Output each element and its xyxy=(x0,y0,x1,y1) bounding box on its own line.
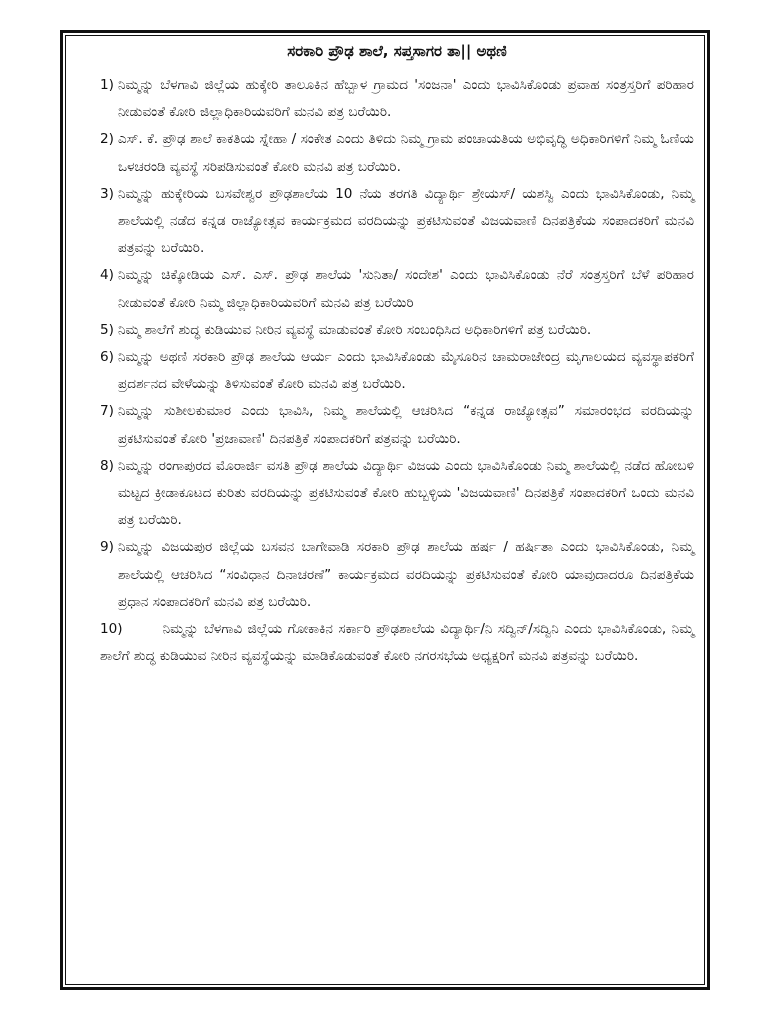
question-item-4 xyxy=(100,262,694,316)
question-number: 8) xyxy=(100,457,114,474)
question-item-6 xyxy=(100,344,694,398)
question-item-3 xyxy=(100,181,694,263)
question-number: 9) xyxy=(100,539,114,556)
question-number: 6) xyxy=(100,349,114,366)
question-number: 10) xyxy=(100,621,123,638)
question-text: ನಿಮ್ಮ ಶಾಲೆಗೆ ಶುದ್ಧ ಕುಡಿಯುವ ನೀರಿನ ವ್ಯವಸ್ಥೆ ಮಾಡುವಂತೆ ಕೋರಿ ಸಂಬಂಧಿಸಿದ ಅಧಿಕಾರಿಗಳಿಗೆ ಪತ್ರ ಬರೆಯಿರಿ. xyxy=(118,321,592,338)
question-number: 7) xyxy=(100,403,114,420)
question-text: ಎಸ್. ಕೆ. ಪ್ರೌಢ ಶಾಲೆ ಕಾಕತಿಯ ಸ್ನೇಹಾ / ಸಂಕೇತ ಎಂದು ತಿಳಿದು ನಿಮ್ಮ ಗ್ರಾಮ ಪಂಚಾಯತಿಯ ಅಭಿವೃದ್ಧಿ ಅಧಿಕಾರಿಗಳಿಗೆ ನಿಮ್ಮ ಓಣಿಯ ಒಳಚರಂಡಿ ವ್ಯವಸ್ಥೆ ಸರಿಪಡಿಸುವಂತೆ ಕೋರಿ ಮನವಿ ಪತ್ರ ಬರೆಯಿರಿ. xyxy=(118,131,694,175)
question-text: ನಿಮ್ಮನ್ನು ಬೆಳಗಾವಿ ಜಿಲ್ಲೆಯ ಹುಕ್ಕೇರಿ ತಾಲೂಕಿನ ಹೆಬ್ಬಾಳ ಗ್ರಾಮದ 'ಸಂಜನಾ' ಎಂದು ಭಾವಿಸಿಕೊಂಡು ಪ್ರವಾಹ ಸಂತ್ರಸ್ತರಿಗೆ ಪರಿಹಾರ ನೀಡುವಂತೆ ಕೋರಿ ಜಿಲ್ಲಾಧಿಕಾರಿಯವರಿಗೆ ಮನವಿ ಪತ್ರ ಬರೆಯಿರಿ. xyxy=(118,77,694,121)
question-item-1 xyxy=(100,72,694,126)
question-text: ನಿಮ್ಮನ್ನು ಬೆಳಗಾವಿ ಜಿಲ್ಲೆಯ ಗೋಕಾಕಿನ ಸರ್ಕಾರಿ ಪ್ರೌಢಶಾಲೆಯ ವಿದ್ಯಾರ್ಥಿ/ನಿ ಸದ್ವಿನ್/ಸದ್ವಿನಿ ಎಂದು ಭಾವಿಸಿಕೊಂಡು, ನಿಮ್ಮ ಶಾಲೆಗೆ ಶುದ್ಧ ಕುಡಿಯುವ ನೀರಿನ ವ್ಯವಸ್ಥೆಯನ್ನು ಮಾಡಿಕೊಡುವಂತೆ ಕೋರಿ ನಗರಸಭೆಯ ಅಧ್ಯಕ್ಷರಿಗೆ ಮನವಿ ಪತ್ರವನ್ನು ಬರೆಯಿರಿ. xyxy=(100,621,694,665)
question-list xyxy=(100,72,694,670)
question-item-10 xyxy=(100,616,694,670)
question-number: 5) xyxy=(100,321,114,338)
question-text: ನಿಮ್ಮನ್ನು ಸುಶೀಲಕುಮಾರ ಎಂದು ಭಾವಿಸಿ, ನಿಮ್ಮ ಶಾಲೆಯಲ್ಲಿ ಆಚರಿಸಿದ “ಕನ್ನಡ ರಾಜ್ಯೋತ್ಸವ” ಸಮಾರಂಭದ ವರದಿಯನ್ನು ಪ್ರಕಟಿಸುವಂತೆ ಕೋರಿ 'ಪ್ರಜಾವಾಣಿ' ದಿನಪತ್ರಿಕೆ ಸಂಪಾದಕರಿಗೆ ಪತ್ರವನ್ನು ಬರೆಯಿರಿ. xyxy=(118,403,694,447)
question-number: 1) xyxy=(100,77,114,93)
question-text: ನಿಮ್ಮನ್ನು ವಿಜಯಪುರ ಜಿಲ್ಲೆಯ ಬಸವನ ಬಾಗೇವಾಡಿ ಸರಕಾರಿ ಪ್ರೌಢ ಶಾಲೆಯ ಹರ್ಷ / ಹರ್ಷಿತಾ ಎಂದು ಭಾವಿಸಿಕೊಂಡು, ನಿಮ್ಮ ಶಾಲೆಯಲ್ಲಿ ಆಚರಿಸಿದ “ಸಂವಿಧಾನ ದಿನಾಚರಣೆ” ಕಾರ್ಯಕ್ರಮದ ವರದಿಯನ್ನು ಪ್ರಕಟಿಸುವಂತೆ ಕೋರಿ ಯಾವುದಾದರೂ ದಿನಪತ್ರಿಕೆಯ ಪ್ರಧಾನ ಸಂಪಾದಕರಿಗೆ ಮನವಿ ಪತ್ರ ಬರೆಯಿರಿ. xyxy=(118,539,694,610)
question-item-2 xyxy=(100,126,694,180)
question-text: ನಿಮ್ಮನ್ನು ಹುಕ್ಕೇರಿಯ ಬಸವೇಶ್ವರ ಪ್ರೌಢಶಾಲೆಯ 10 ನೆಯ ತರಗತಿ ವಿದ್ಯಾರ್ಥಿ ಶ್ರೇಯಸ್/ ಯಶಸ್ವಿ ಎಂದು ಭಾವಿಸಿಕೊಂಡು, ನಿಮ್ಮ ಶಾಲೆಯಲ್ಲಿ ನಡೆದ ಕನ್ನಡ ರಾಜ್ಯೋತ್ಸವ ಕಾರ್ಯಕ್ರಮದ ವರದಿಯನ್ನು ಪ್ರಕಟಿಸುವಂತೆ ವಿಜಯವಾಣಿ ದಿನಪತ್ರಿಕೆಯ ಸಂಪಾದಕರಿಗೆ ಮನವಿ ಪತ್ರವನ್ನು ಬರೆಯಿರಿ. xyxy=(118,185,694,257)
question-item-9 xyxy=(100,534,694,616)
question-item-7 xyxy=(100,398,694,452)
question-item-5 xyxy=(100,317,694,344)
document-body xyxy=(100,40,694,670)
question-item-8 xyxy=(100,453,694,535)
question-text: ನಿಮ್ಮನ್ನು ಚಿಕ್ಕೋಡಿಯ ಎಸ್. ಎಸ್. ಪ್ರೌಢ ಶಾಲೆಯ 'ಸುನಿತಾ/ ಸಂದೇಶ' ಎಂದು ಭಾವಿಸಿಕೊಂಡು ನೆರೆ ಸಂತ್ರಸ್ತರಿಗೆ ಬೆಳೆ ಪರಿಹಾರ ನೀಡುವಂತೆ ಕೋರಿ ನಿಮ್ಮ ಜಿಲ್ಲಾಧಿಕಾರಿಯವರಿಗೆ ಮನವಿ ಪತ್ರ ಬರೆಯಿರಿ xyxy=(118,267,694,311)
document-title: ಸರಕಾರಿ ಪ್ರೌಢ ಶಾಲೆ, ಸಪ್ತಸಾಗರ ತಾ|| ಅಥಣಿ xyxy=(287,42,507,60)
question-number: 2) xyxy=(100,131,114,148)
question-text: ನಿಮ್ಮನ್ನು ರಂಗಾಪುರದ ಮೊರಾರ್ಜಿ ವಸತಿ ಪ್ರೌಢ ಶಾಲೆಯ ವಿದ್ಯಾರ್ಥಿ ವಿಜಯ ಎಂದು ಭಾವಿಸಿಕೊಂಡು ನಿಮ್ಮ ಶಾಲೆಯಲ್ಲಿ ನಡೆದ ಹೋಬಳಿ ಮಟ್ಟದ ಕ್ರೀಡಾಕೂಟದ ಕುರಿತು ವರದಿಯನ್ನು ಪ್ರಕಟಿಸುವಂತೆ ಕೋರಿ ಹುಬ್ಬಳ್ಳಿಯ 'ವಿಜಯವಾಣಿ' ದಿನಪತ್ರಿಕೆ ಸಂಪಾದಕರಿಗೆ ಒಂದು ಮನವಿ ಪತ್ರ ಬರೆಯಿರಿ. xyxy=(118,457,694,529)
question-text: ನಿಮ್ಮನ್ನು ಅಥಣಿ ಸರಕಾರಿ ಪ್ರೌಢ ಶಾಲೆಯ ಆರ್ಯ ಎಂದು ಭಾವಿಸಿಕೊಂಡು ಮೈಸೂರಿನ ಚಾಮರಾಜೇಂದ್ರ ಮೃಗಾಲಯದ ವ್ಯವಸ್ಥಾಪಕರಿಗೆ ಪ್ರದರ್ಶನದ ವೇಳೆಯನ್ನು ತಿಳಿಸುವಂತೆ ಕೋರಿ ಮನವಿ ಪತ್ರ ಬರೆಯಿರಿ. xyxy=(118,349,694,393)
question-number: 4) xyxy=(100,267,114,284)
question-number: 3) xyxy=(100,185,114,202)
